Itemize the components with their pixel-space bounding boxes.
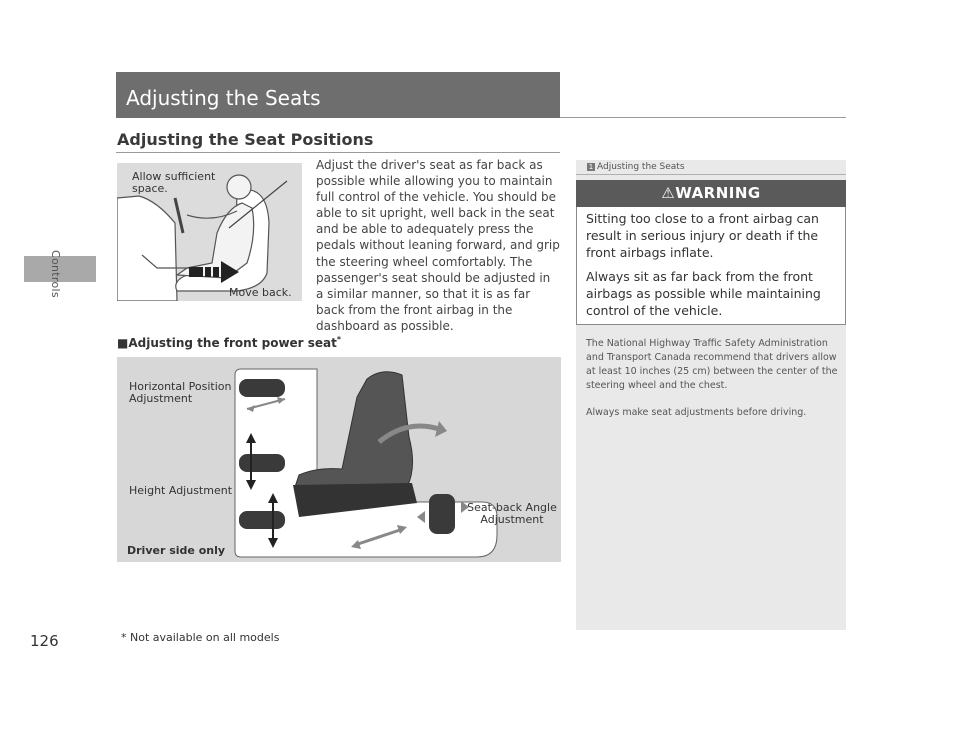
power-seat-figure [117,357,561,562]
footnote: * Not available on all models [121,631,280,644]
sidebar-note-1: The National Highway Traffic Safety Administration and Transport Canada recommend that drivers allow at least 10 inches (25 cm) between the center of the steering wheel and the chest. [586,338,838,391]
sidebar-header-rule [576,174,846,175]
section-rule [560,117,846,118]
subsection-title: Adjusting the Seat Positions [117,130,374,149]
body-paragraph: Adjust the driver's seat as far back as possible while allowing you to maintain full control of the vehicle. You should be able to sit upright, well back in the seat and be able to adequately press the pedals without leaning forward, and grip the steering wheel comfortably. The passenger's seat should be adjusted in a similar manner, so that it is as far back from the front airbag in the dashboard as possible. [316,158,560,333]
seatback-adjust-label: Seat-back Angle Adjustment [467,501,557,526]
sidebar-header-text: Adjusting the Seats [597,162,685,172]
sidebar-header [587,162,685,172]
warning-title [576,180,846,207]
warning-text-1: Sitting too close to a front airbag can result in serious injury or death if the front airbags inflate. [586,211,819,260]
heading-text: ■Adjusting the front power seat [117,336,337,350]
warning-triangle-icon: ⚠ [661,184,676,202]
horizontal-adjust-label: Horizontal Position Adjustment [129,380,232,405]
seating-position-figure [117,163,302,301]
subsection-rule [116,152,560,153]
sidebar-note-2: Always make seat adjustments before driving. [586,407,807,418]
front-power-seat-heading [117,335,341,350]
page-number: 126 [30,632,59,650]
warning-text-2: Always sit as far back from the front airbags as possible while maintaining control of the vehicle. [586,269,821,318]
warning-title-text: WARNING [675,184,761,202]
height-adjust-label: Height Adjustment [129,484,233,497]
move-back-label: Move back. [229,286,292,299]
chapter-label: Controls [49,250,62,298]
ref-icon: 1 [588,163,594,171]
section-title: Adjusting the Seats [126,86,321,110]
space-label: Allow sufficient space. [132,170,216,195]
asterisk-mark: * [336,335,342,344]
driver-side-label: Driver side only [127,544,226,557]
